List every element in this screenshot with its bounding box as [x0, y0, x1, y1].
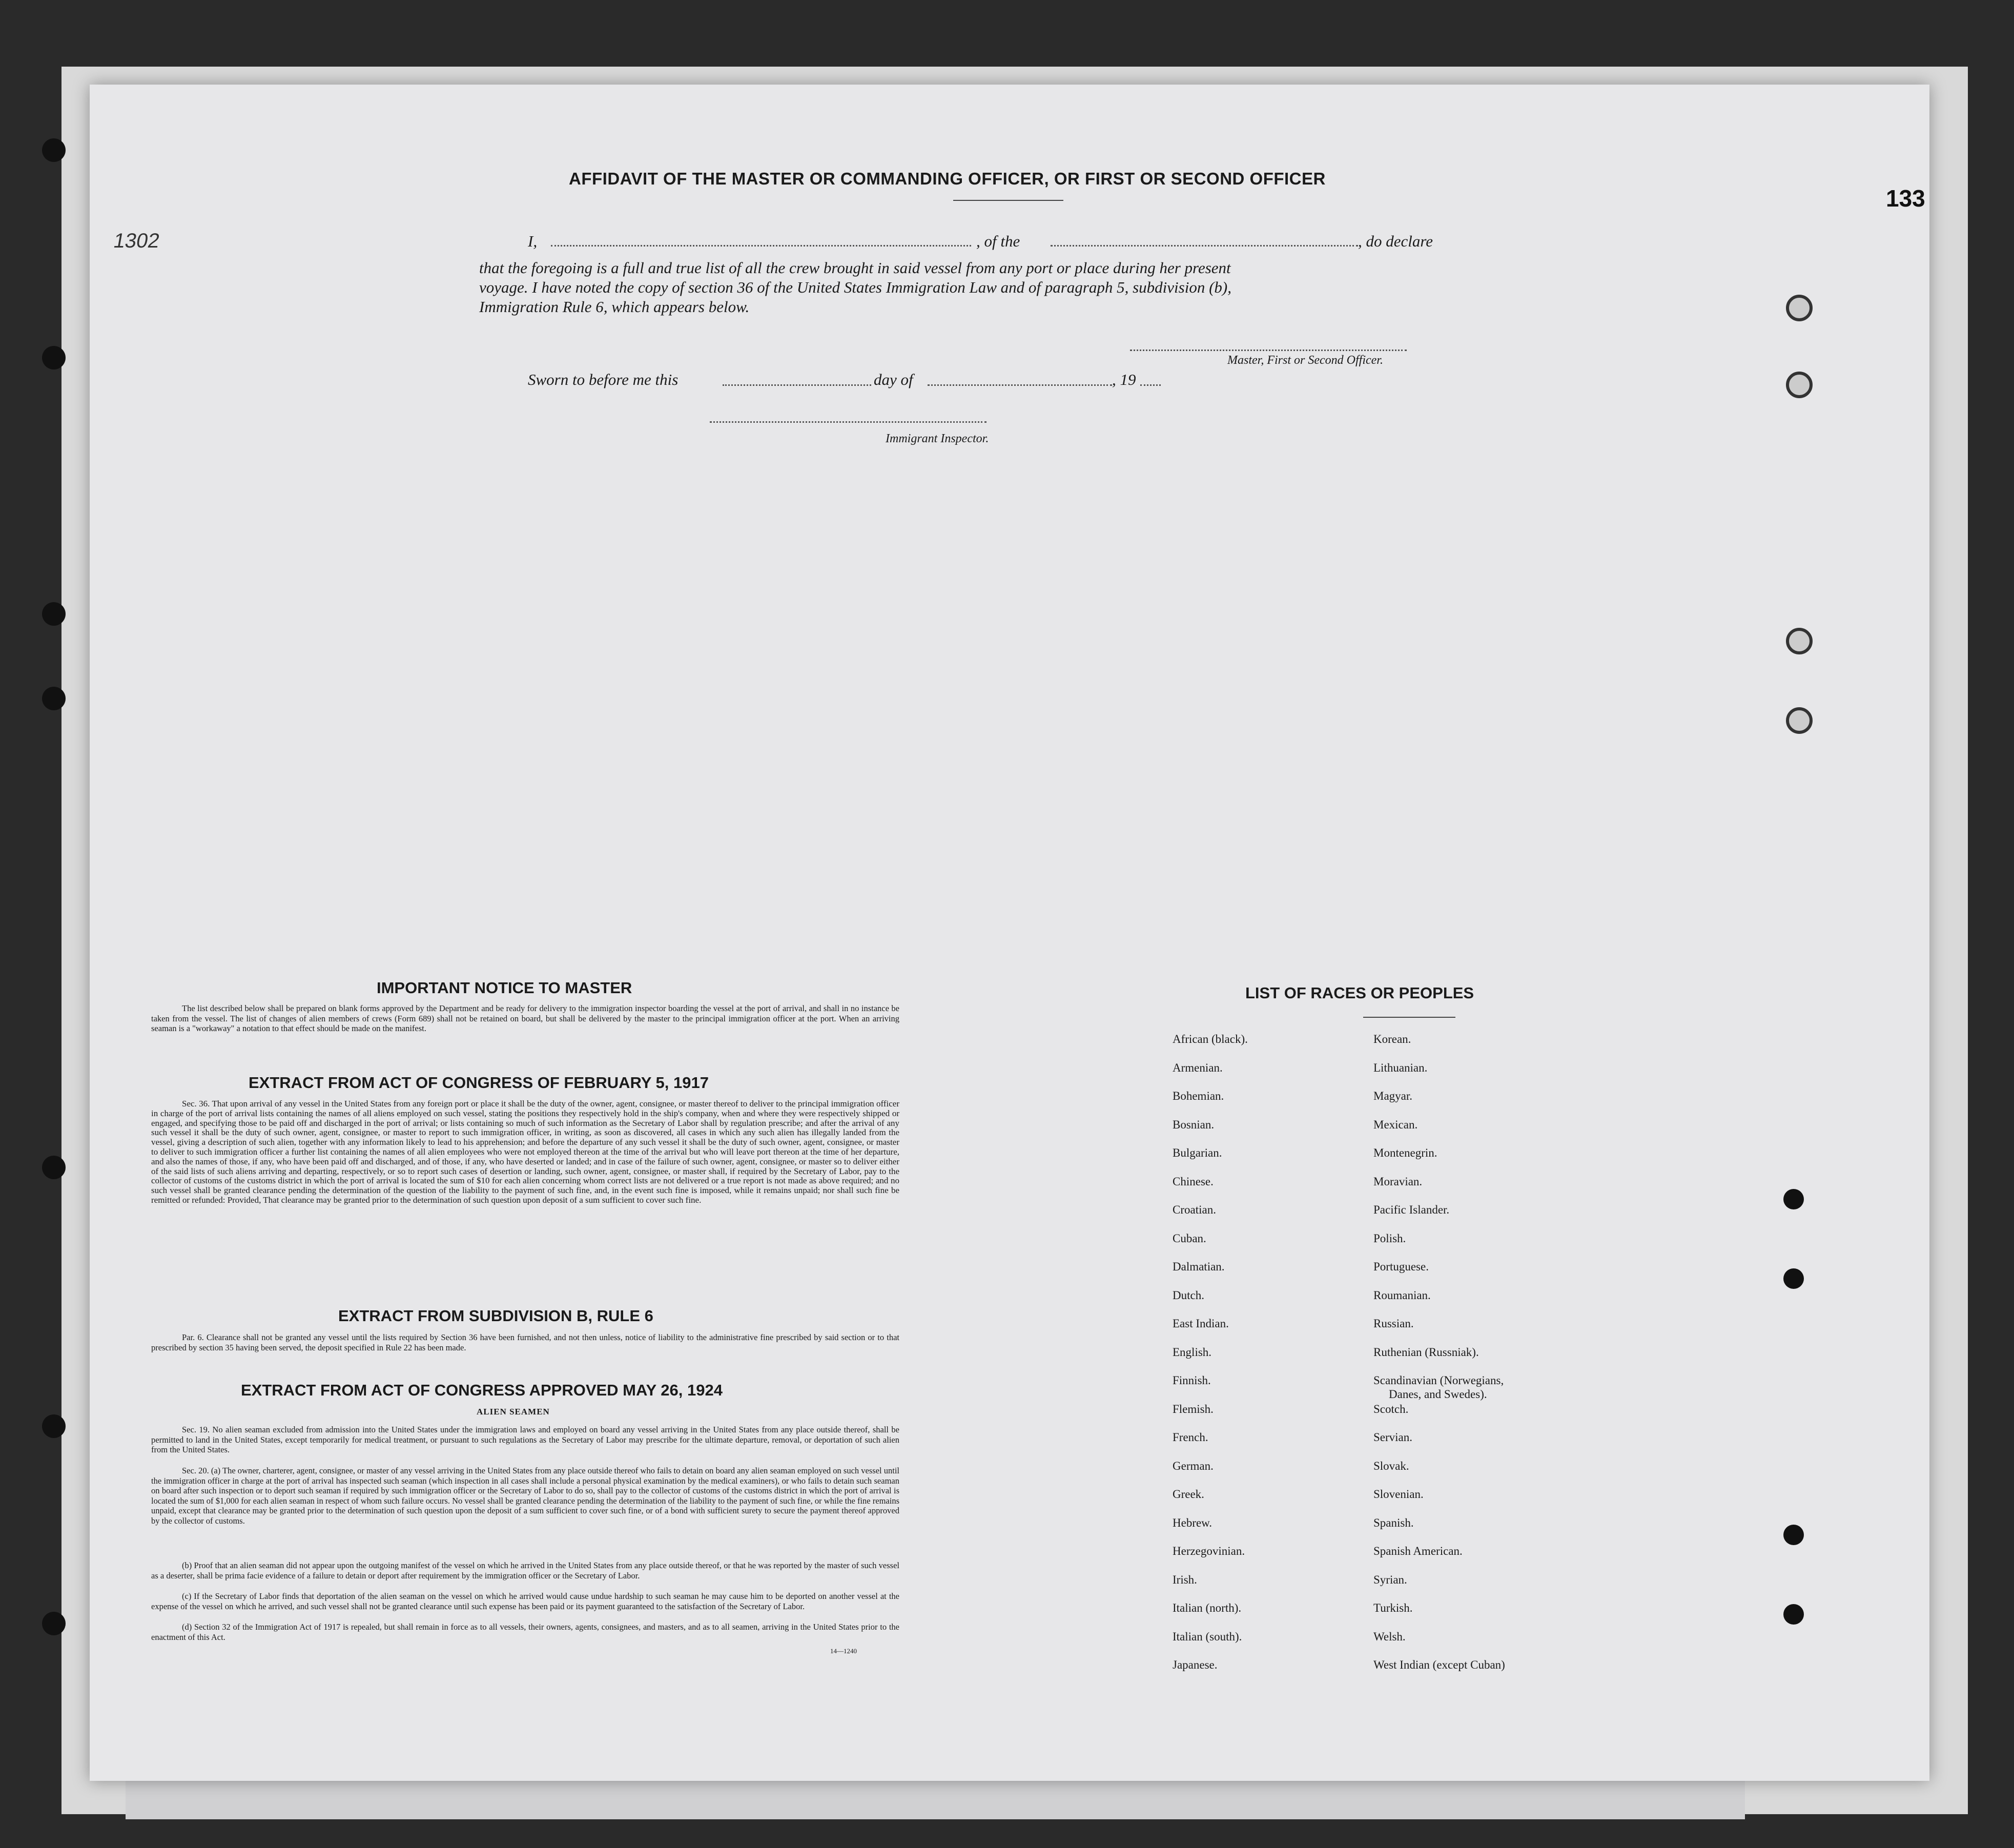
- race-item: Cuban.: [1173, 1231, 1206, 1245]
- race-item: Greek.: [1173, 1488, 1204, 1501]
- race-item: Scandinavian (Norwegians,: [1373, 1374, 1504, 1387]
- extract-1924-sec20c: (c) If the Secretary of Labor finds that deportation of the alien seaman on the vessel on which he arrived would cause undue hardship to such seaman he may cause him to be deported on another vessel at the expense of the vessel on which he arrived, and such vessel shall not be granted clearance until such expense has been paid or its payment guaranteed to the satisfaction of the Secretary of Labor.: [151, 1591, 899, 1611]
- race-item: Welsh.: [1373, 1630, 1406, 1643]
- year-text: , 19: [1112, 371, 1136, 388]
- notice-title: IMPORTANT NOTICE TO MASTER: [377, 979, 632, 997]
- race-item: Finnish.: [1173, 1374, 1211, 1387]
- page-number: 133: [1886, 185, 1925, 212]
- race-item: Bosnian.: [1173, 1118, 1215, 1131]
- race-item: Montenegrin.: [1373, 1146, 1437, 1159]
- race-item: East Indian.: [1173, 1317, 1229, 1330]
- race-item: Spanish.: [1373, 1516, 1414, 1529]
- race-item: African (black).: [1173, 1033, 1248, 1045]
- race-item: Chinese.: [1173, 1175, 1214, 1188]
- race-item: Herzegovinian.: [1173, 1545, 1245, 1557]
- extract-1924-sec20d: (d) Section 32 of the Immigration Act of 1917 is repealed, but shall remain in force as to all vessels, their owners, agents, consignees, and masters, and as to all seamen, arriving in the United States prior to the enactment of this Act.: [151, 1622, 899, 1642]
- race-item: Polish.: [1373, 1231, 1406, 1245]
- form-number: 14—1240: [830, 1647, 857, 1655]
- title-rule: [953, 200, 1063, 201]
- name-blank: [551, 245, 971, 247]
- race-item: Flemish.: [1173, 1402, 1214, 1415]
- race-item: Scotch.: [1373, 1402, 1409, 1415]
- race-item: Syrian.: [1373, 1573, 1407, 1586]
- binder-hole: [42, 687, 66, 710]
- race-item: Servian.: [1373, 1431, 1413, 1444]
- binder-hole: [42, 1156, 66, 1179]
- race-item: Dalmatian.: [1173, 1260, 1225, 1273]
- race-item: Russian.: [1373, 1317, 1414, 1330]
- race-item: Portuguese.: [1373, 1260, 1429, 1273]
- punch-mark: [1783, 1189, 1804, 1209]
- day-of-text: day of: [874, 371, 913, 388]
- race-item: English.: [1173, 1345, 1212, 1359]
- affidavit-of-the: , of the: [976, 232, 1020, 250]
- race-item: Armenian.: [1173, 1061, 1223, 1074]
- race-item: Slovak.: [1373, 1459, 1409, 1472]
- affidavit-declare: , do declare: [1358, 232, 1433, 250]
- race-item: Lithuanian.: [1373, 1061, 1428, 1074]
- binder-hole: [42, 138, 66, 162]
- race-item: Danes, and Swedes).: [1389, 1388, 1487, 1401]
- race-item: Bulgarian.: [1173, 1146, 1222, 1159]
- extract-1924-sec20a: Sec. 20. (a) The owner, charterer, agent, consignee, or master of any vessel arriving in the United States from any place outside thereof who fails to detain on board any alien seaman employed on such vessel until the immigration officer in charge at the port of arrival has inspected such seaman (which inspection in all cases shall include a personal physical examination by the medical examiners), or who fails to detain such seaman on board after such inspection or to deport such seaman if required by such immigration officer or the Secretary of Labor to do so, shall pay to the collector of customs of the customs district in which the port of arrival is located the sum of $1,000 for each alien seaman in respect of whom such failure occurs. No vessel shall be granted clearance pending the determination of the liability to the payment of such fine, or while the fine remains unpaid, except that clearance may be granted prior to the determination of such question upon the deposit of a sum sufficient to cover such fine, or of a bond with sufficient surety to secure the payment thereof approved by the collector of customs.: [151, 1466, 899, 1526]
- race-item: Spanish American.: [1373, 1545, 1463, 1557]
- vessel-blank: [1051, 245, 1358, 247]
- inspector-label: Immigrant Inspector.: [886, 432, 989, 445]
- race-item: Italian (south).: [1173, 1630, 1242, 1643]
- punch-mark: [1783, 1268, 1804, 1289]
- race-item: Pacific Islander.: [1373, 1203, 1450, 1216]
- race-item: Roumanian.: [1373, 1288, 1431, 1302]
- binder-hole: [42, 602, 66, 626]
- extract-1924-sec20b: (b) Proof that an alien seaman did not appear upon the outgoing manifest of the vessel on which he arrived in the United States from any place outside thereof, or that he was reported by the master of such vessel as a deserter, shall be prima facie evidence of a failure to detain or deport after requirement by the immigration officer or the Secretary of Labor.: [151, 1560, 899, 1580]
- race-item: Korean.: [1373, 1033, 1411, 1045]
- binder-hole: [42, 346, 66, 369]
- race-item: Bohemian.: [1173, 1090, 1224, 1102]
- year-blank: [1140, 384, 1161, 386]
- race-item: West Indian (except Cuban): [1373, 1658, 1505, 1671]
- extract-1924-title: EXTRACT FROM ACT OF CONGRESS APPROVED MAY 26, 1924: [241, 1381, 723, 1399]
- race-item: Japanese.: [1173, 1658, 1218, 1671]
- race-item: Turkish.: [1373, 1601, 1413, 1614]
- race-item: German.: [1173, 1459, 1214, 1472]
- notice-text: The list described below shall be prepared on blank forms approved by the Department and be ready for delivery to the immigration inspector boarding the vessel at the port of arrival, and shall in no instance be taken from the vessel. The list of changes of alien members of crews (Form 689) shall not be retained on board, but shall be delivered by the master to the principal immigration officer at the port. When an arriving seaman is a "workaway" a notation to that effect should be made on the manifest.: [151, 1003, 899, 1033]
- race-item: Hebrew.: [1173, 1516, 1212, 1529]
- affidavit-i: I,: [528, 232, 538, 250]
- race-item: Magyar.: [1373, 1090, 1413, 1102]
- stamp-number: 1302: [112, 230, 161, 252]
- race-item: Ruthenian (Russniak).: [1373, 1345, 1479, 1359]
- extract-1924-sec19: Sec. 19. No alien seaman excluded from admission into the United States under the immigration laws and employed on board any vessel arriving in the United States from any place outside thereof, shall be permitted to land in the United States, except temporarily for medical treatment, or pursuant to such regulations as the Secretary of Labor may prescribe for the ultimate departure, removal, or deportation of such alien from the United States.: [151, 1425, 899, 1454]
- race-item: Slovenian.: [1373, 1488, 1424, 1501]
- affidavit-title: AFFIDAVIT OF THE MASTER OR COMMANDING OFFICER, OR FIRST OR SECOND OFFICER: [569, 169, 1326, 188]
- race-item: Italian (north).: [1173, 1601, 1242, 1614]
- month-blank: [928, 384, 1112, 386]
- affidavit-line-3: voyage. I have noted the copy of section 36 of the United States Immigration Law and of paragraph 5, subdivision (b),: [479, 278, 1231, 296]
- affidavit-line-2: that the foregoing is a full and true list of all the crew brought in said vessel from any port or place during her present: [479, 259, 1231, 277]
- signature-label: Master, First or Second Officer.: [1227, 354, 1383, 367]
- punch-mark: [1786, 372, 1813, 398]
- race-item: French.: [1173, 1431, 1208, 1444]
- race-item: Dutch.: [1173, 1288, 1204, 1302]
- extract-1917-title: EXTRACT FROM ACT OF CONGRESS OF FEBRUARY 5, 1917: [249, 1074, 709, 1092]
- punch-mark: [1783, 1525, 1804, 1545]
- extract-1924-subtitle: ALIEN SEAMEN: [477, 1407, 550, 1416]
- races-title-rule: [1363, 1017, 1455, 1018]
- punch-mark: [1783, 1604, 1804, 1625]
- race-item: Irish.: [1173, 1573, 1197, 1586]
- race-item: Moravian.: [1373, 1175, 1423, 1188]
- extract-1917-text: Sec. 36. That upon arrival of any vessel in the United States from any foreign port or place it shall be the duty of the owner, agent, consignee, or master thereof to deliver to the principal immigration officer in charge of the port of arrival lists containing the names of all aliens employed on such vessel, stating the positions they respectively hold in the ship's company, when and where they were respectively shipped or engaged, and specifying those to be paid off and discharged in the port of arrival; or lists containing so much of such information as the Secretary of Labor shall by regulation prescribe; and after the arrival of any such vessel it shall be the duty of such owner, agent, consignee, or master to report to such immigration officer, in writing, as soon as discovered, all cases in which any such alien has illegally landed from the vessel, giving a description of such alien, together with any information likely to lead to his apprehension; and before the departure of any such vessel it shall be the duty of such owner, agent, consignee, or master to deliver to such immigration officer a further list containing the names of all alien employees who were not employed thereon at the time of the arrival but who will leave port thereon at the time of her departure, and also the names of those, if any, who have been paid off and discharged, and of those, if any, who have deserted or landed; and in case of the failure of such owner, agent, consignee, or master so to deliver either of the said lists of such aliens arriving and departing, respectively, or so to report such cases of desertion or landing, such owner, agent, consignee, or master shall, if required by the Secretary of Labor, pay to the collector of customs of the customs district in which the port of arrival is located the sum of $10 for each alien concerning whom correct lists are not delivered or a true report is not made as above required; and no such vessel shall be granted clearance pending the determination of the question of the liability to the payment of such fine, and, in the event such fine is imposed, while it remains unpaid; nor shall such fine be remitted or refunded: Provided, That clearance may be granted prior to the determination of such question upon deposit of a sum sufficient to cover such fine.: [151, 1099, 899, 1205]
- document-page: [90, 85, 1929, 1781]
- punch-mark: [1786, 707, 1813, 734]
- sworn-text: Sworn to before me this: [528, 371, 679, 388]
- inspector-blank: [710, 421, 987, 423]
- race-item: Croatian.: [1173, 1203, 1216, 1216]
- extract-rule6-title: EXTRACT FROM SUBDIVISION B, RULE 6: [338, 1307, 653, 1325]
- binder-hole: [42, 1414, 66, 1438]
- affidavit-line-4: Immigration Rule 6, which appears below.: [479, 298, 750, 316]
- punch-mark: [1786, 295, 1813, 321]
- extract-rule6-text: Par. 6. Clearance shall not be granted any vessel until the lists required by Section 36 have been furnished, and not then unless, notice of liability to the administrative fine prescribed by said section or to that prescribed by section 35 having been served, the deposit specified in Rule 22 has been made.: [151, 1332, 899, 1352]
- races-title: LIST OF RACES OR PEOPLES: [1245, 984, 1474, 1002]
- signature-blank: [1130, 350, 1407, 351]
- sworn-day-blank: [723, 384, 871, 386]
- race-item: Mexican.: [1373, 1118, 1418, 1131]
- binder-hole: [42, 1612, 66, 1635]
- punch-mark: [1786, 628, 1813, 654]
